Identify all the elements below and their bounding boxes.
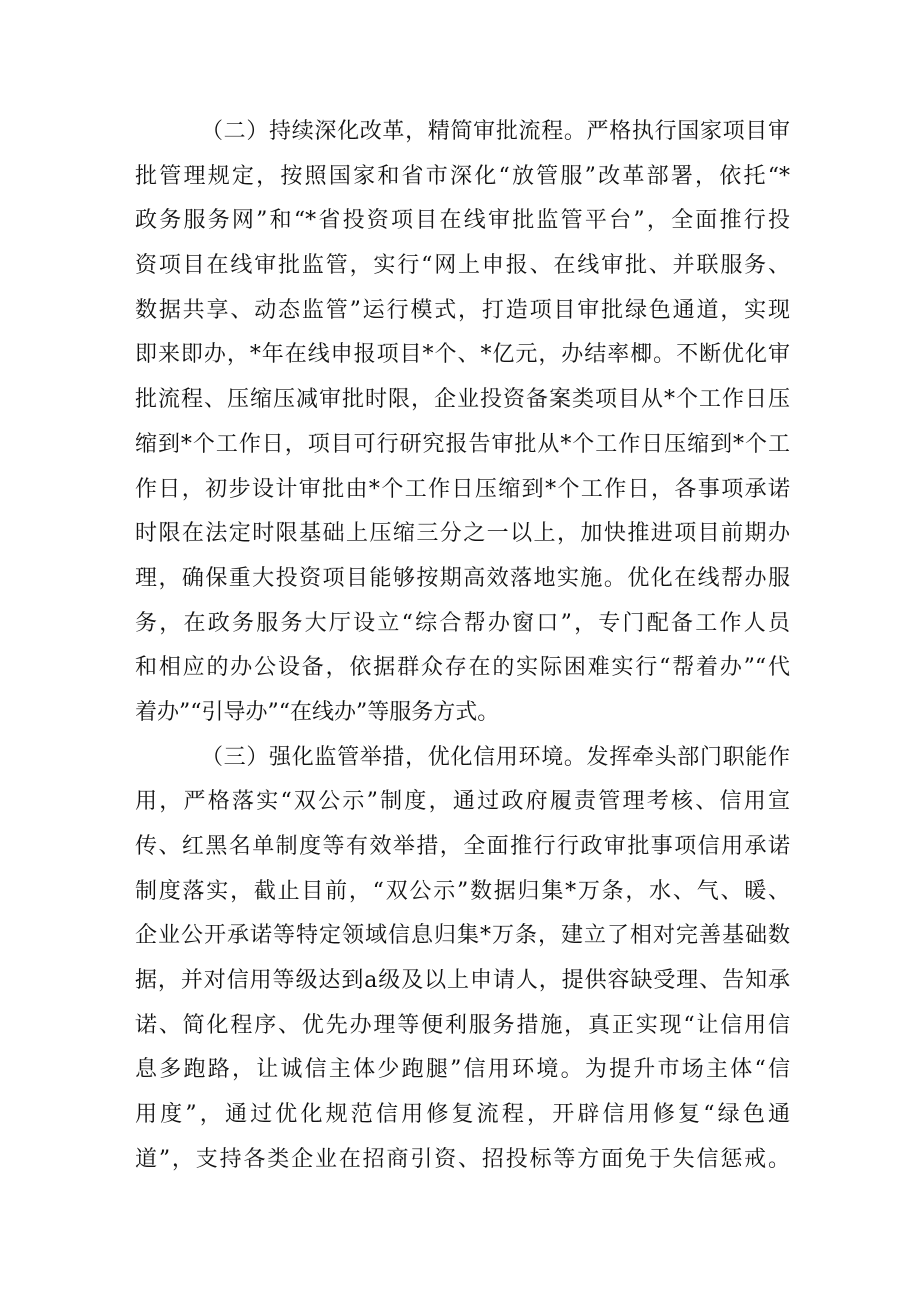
text-line: 着办”“引导办”“在线办”等服务方式。 (135, 699, 500, 725)
text-line: 资项目在线审批监管，实行“网上申报、在线审批、并联服务、 (135, 253, 790, 279)
text-line: 务，在政务服务大厅设立“综合帮办窗口”，专门配备工作人员 (135, 610, 790, 636)
text-line: 时限在法定时限基础上压缩三分之一以上，加快推进项目前期办 (135, 521, 790, 547)
text-line: 用，严格落实“双公示”制度，通过政府履责管理考核、信用宣 (135, 789, 790, 815)
text-line: 缩到*个工作日，项目可行研究报告审批从*个工作日压缩到*个工 (135, 431, 790, 457)
text-line: 批管理规定，按照国家和省市深化“放管服”改革部署，依托“* (135, 163, 790, 189)
text-line: 用度”，通过优化规范信用修复流程，开辟信用修复“绿色通 (135, 1102, 790, 1128)
text-line: 批流程、压缩压减审批时限，企业投资备案类项目从*个工作日压 (135, 387, 790, 413)
text-line: 政务服务网”和“*省投资项目在线审批监管平台”，全面推行投 (135, 208, 790, 234)
text-line: 作日，初步设计审批由*个工作日压缩到*个工作日，各事项承诺 (135, 476, 790, 502)
document-body (135, 110, 790, 1183)
text-line: 即来即办，*年在线申报项目*个、*亿元，办结率楖。不断优化审 (135, 342, 790, 368)
text-line: 据，并对信用等级达到a级及以上申请人，提供容缺受理、告知承 (135, 968, 790, 994)
text-line: （三）强化监管举措，优化信用环境。发挥牵头部门职能作 (201, 744, 790, 770)
paragraph-2 (135, 110, 790, 736)
text-line: 和相应的办公设备，依据群众存在的实际困难实行“帮着办”“代 (135, 655, 790, 681)
text-line: 数据共享、动态监管”运行模式，打造项目审批绿色通道，实现 (135, 297, 790, 323)
text-line: 道”，支持各类企业在招商引资、招投标等方面免于失信惩戒。 (135, 1146, 790, 1172)
text-line: 息多跑路，让诚信主体少跑腿”信用环境。为提升市场主体“信 (135, 1057, 790, 1083)
paragraph-3 (135, 736, 790, 1183)
text-line: 理，确保重大投资项目能够按期高效落地实施。优化在线帮办服 (135, 565, 790, 591)
text-line: 制度落实，截止目前，“双公示”数据归集*万条，水、气、暖、 (135, 878, 790, 904)
text-line: 诺、简化程序、优先办理等便利服务措施，真正实现“让信用信 (135, 1012, 790, 1038)
text-line: （二）持续深化改革，精简审批流程。严格执行国家项目审 (201, 119, 790, 144)
text-line: 企业公开承诺等特定领域信息归集*万条，建立了相对完善基础数 (135, 923, 790, 949)
text-line: 传、红黑名单制度等有效举措，全面推行行政审批事项信用承诺 (135, 834, 790, 859)
